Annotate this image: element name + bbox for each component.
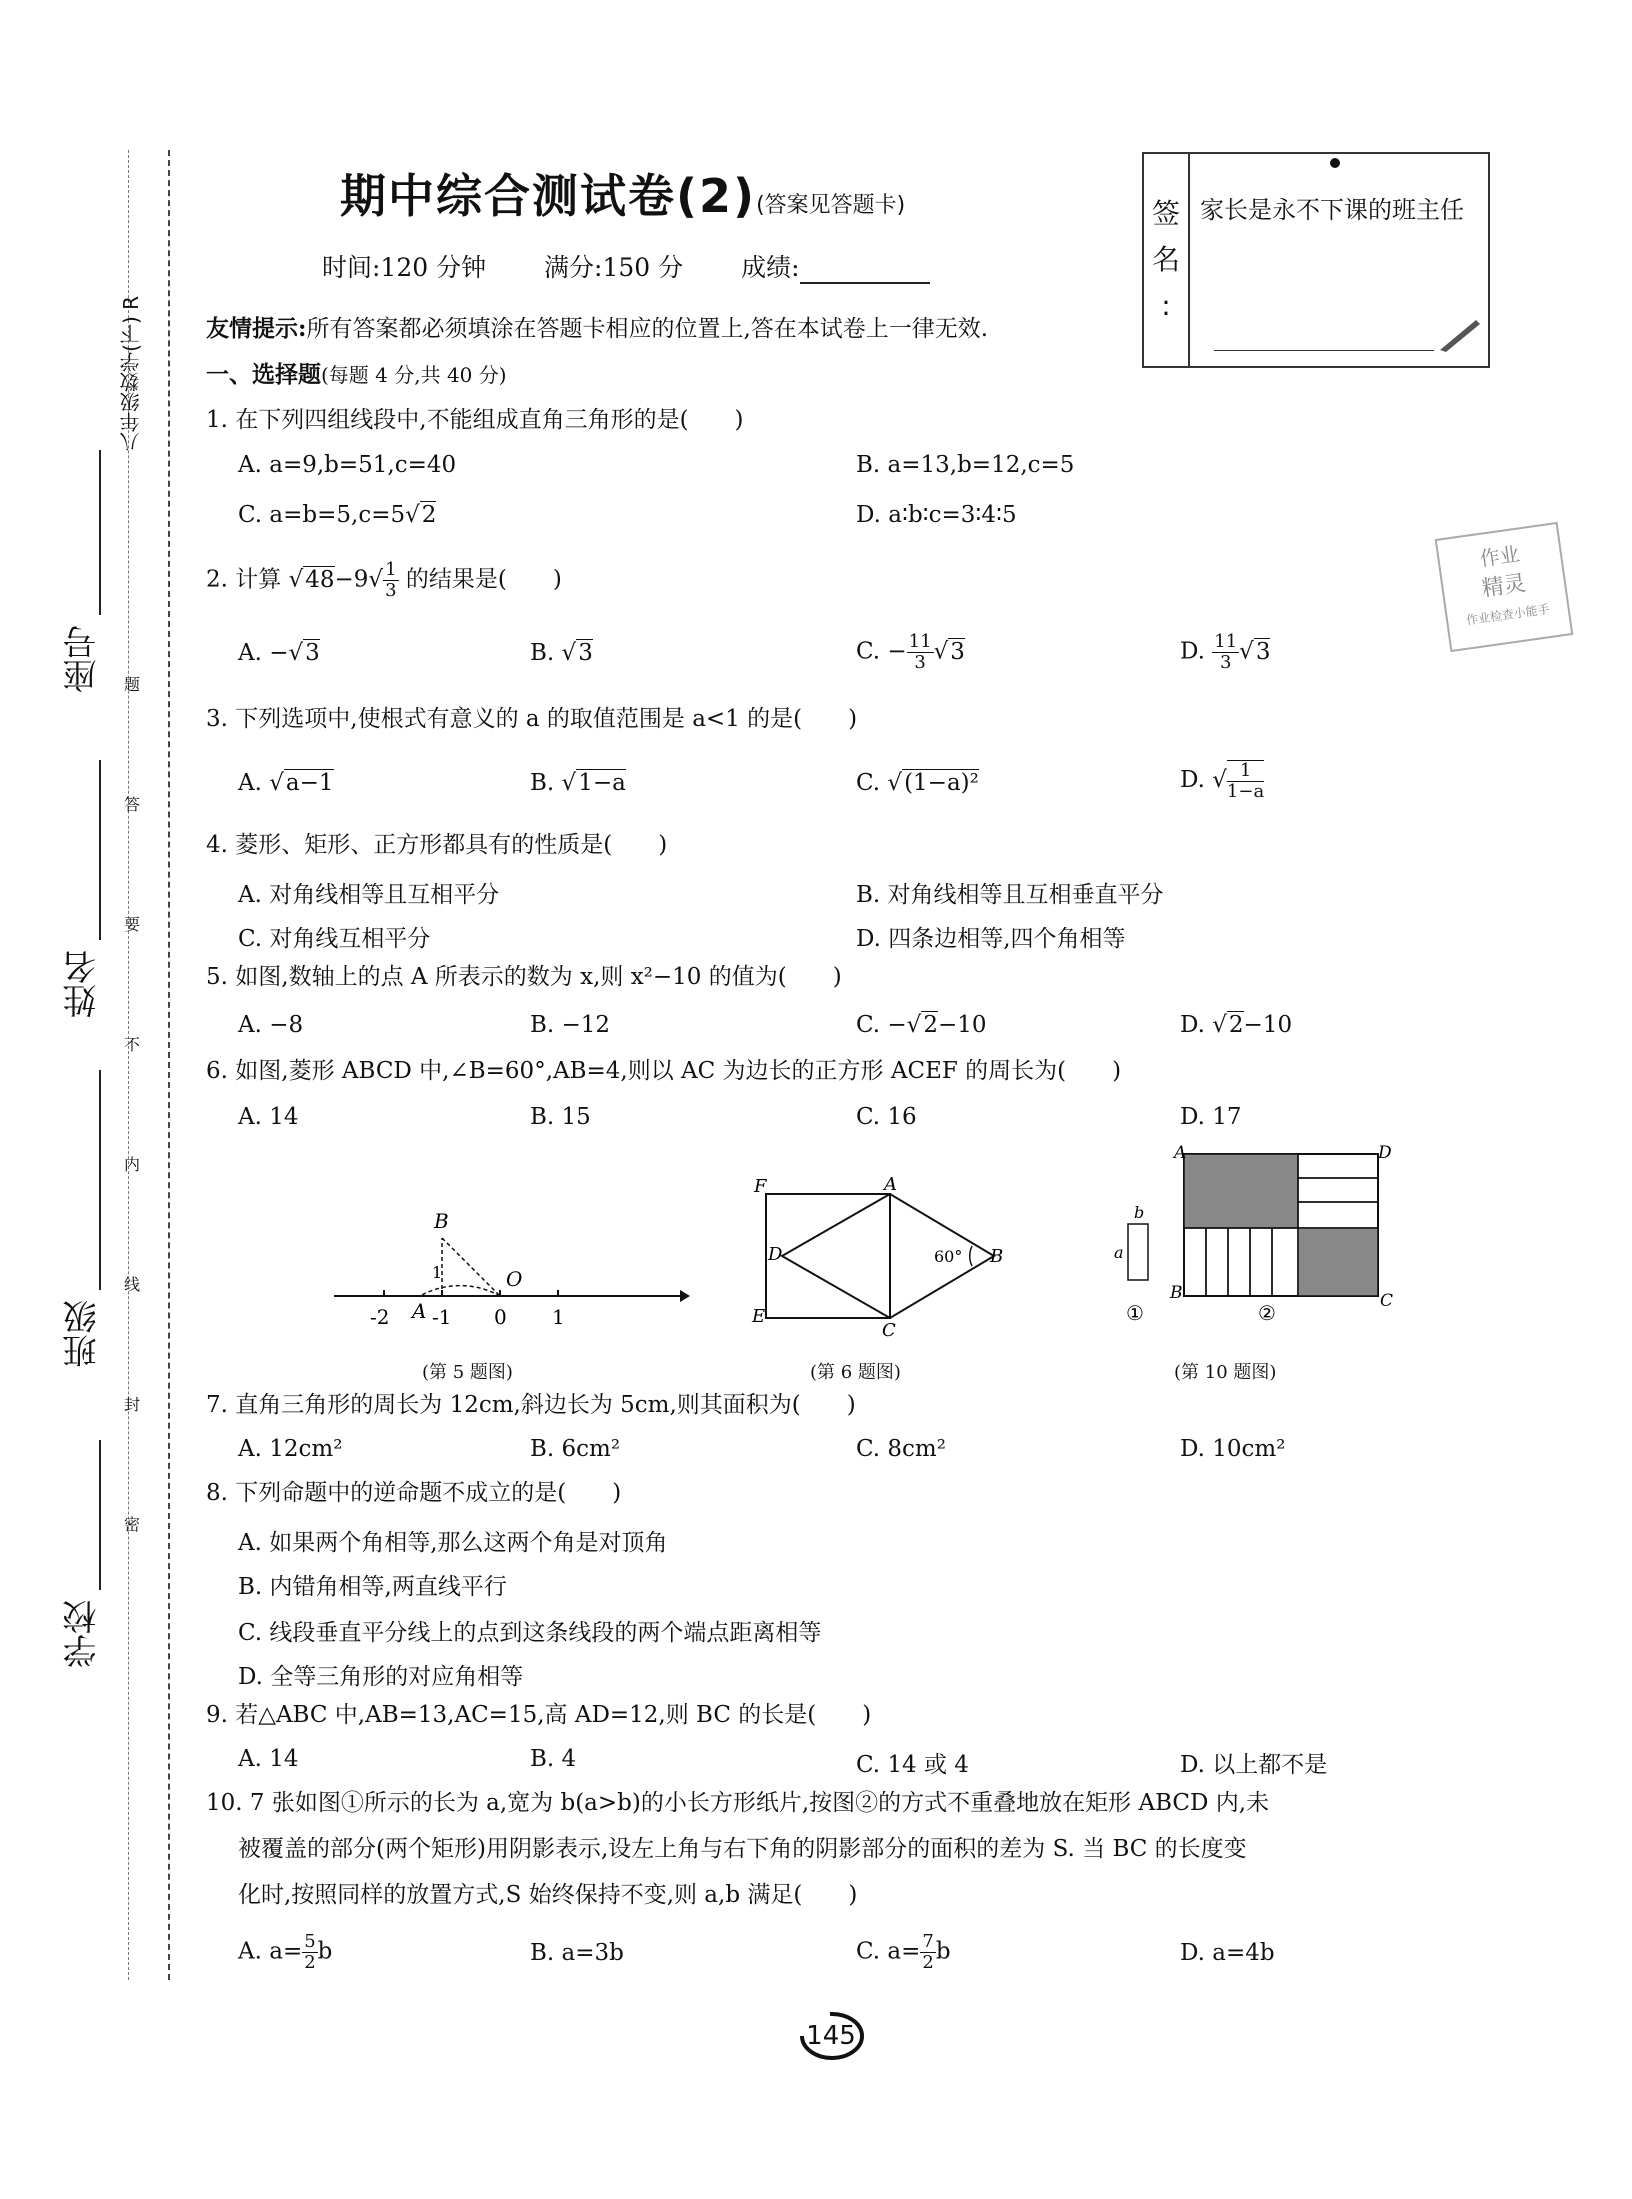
figure-10-rectangles	[1110, 1140, 1394, 1340]
seal-char: 封	[124, 1395, 141, 1414]
fig6-label: B	[990, 1246, 1004, 1267]
sign-label: 签 名 :	[1144, 154, 1190, 366]
q10-stem-line1: 10. 7 张如图①所示的长为 a,宽为 b(a>b)的小长方形纸片,按图②的方式不重叠地放在矩形 ABCD 内,未	[206, 1790, 1270, 1816]
fig5-label: -2	[370, 1305, 390, 1329]
q5-option-b: B. −12	[530, 1012, 611, 1038]
fig5-label: -1	[432, 1305, 452, 1329]
fig10-label: a	[1114, 1243, 1124, 1262]
book-label: 八年级数学(下) R	[119, 296, 143, 452]
q4-option-b: B. 对角线相等且互相垂直平分	[856, 882, 1164, 908]
pen-icon	[1438, 314, 1482, 354]
sign-box-text: 家长是永不下课的班主任	[1200, 196, 1464, 224]
q10-stem-line2: 被覆盖的部分(两个矩形)用阴影表示,设左上角与右下角的阴影部分的面积的差为 S. 当 BC 的长度变	[238, 1836, 1247, 1862]
seal-char: 答	[124, 795, 141, 814]
time-info: 时间:120 分钟	[322, 253, 487, 282]
q3-option-a: A. √a−1	[238, 770, 334, 796]
q3-stem: 3. 下列选项中,使根式有意义的 a 的取值范围是 a<1 的是( )	[206, 706, 858, 732]
q4-stem: 4. 菱形、矩形、正方形都具有的性质是( )	[206, 832, 668, 858]
q9-option-c: C. 14 或 4	[856, 1752, 969, 1778]
q9-option-b: B. 4	[530, 1746, 577, 1772]
seal-char: 不	[124, 1035, 141, 1054]
q2-option-d: D. $\frac{11}{3}$ √3	[1180, 631, 1271, 673]
figure-6-rhombus	[746, 1170, 1006, 1340]
fig10-label: ②	[1258, 1301, 1276, 1325]
q5-option-d: D. √2−10	[1180, 1012, 1293, 1038]
q10-option-b: B. a=3b	[530, 1940, 624, 1966]
q4-option-a: A. 对角线相等且互相平分	[238, 882, 500, 908]
q10-option-a: A. a= $\frac{5}{2}$ b	[238, 1931, 333, 1973]
q8-stem: 8. 下列命题中的逆命题不成立的是( )	[206, 1480, 622, 1506]
fig6-caption: (第 6 题图)	[810, 1362, 901, 1383]
fig10-label: D	[1378, 1143, 1392, 1163]
q4-option-d: D. 四条边相等,四个角相等	[856, 926, 1126, 952]
q8-option-d: D. 全等三角形的对应角相等	[238, 1664, 524, 1690]
q2-stem: 2. 计算 √48−9√ $\frac{1}{3}$ 的结果是( )	[206, 559, 562, 601]
fig6-label: D	[768, 1244, 783, 1265]
q3-option-c: C. √(1−a)²	[856, 770, 979, 796]
q8-option-a: A. 如果两个角相等,那么这两个角是对顶角	[238, 1530, 668, 1556]
class-blank	[99, 1070, 101, 1290]
q5-option-c: C. −√2−10	[856, 1012, 987, 1038]
school-blank	[99, 1440, 101, 1590]
fig6-label: F	[754, 1176, 767, 1197]
fig5-label: 0	[494, 1305, 507, 1329]
seal-char: 要	[124, 915, 141, 934]
q6-option-d: D. 17	[1180, 1104, 1242, 1130]
q10-option-c: C. a= $\frac{7}{2}$ b	[856, 1931, 951, 1973]
q2-option-c: C. − $\frac{11}{3}$ √3	[856, 631, 965, 673]
q10-stem-line3: 化时,按照同样的放置方式,S 始终保持不变,则 a,b 满足( )	[238, 1882, 858, 1908]
seal-char: 密	[124, 1515, 141, 1534]
page-title: 期中综合测试卷(2)(答案见答题卡)	[340, 169, 906, 223]
q10-option-d: D. a=4b	[1180, 1940, 1275, 1966]
pin-icon	[1330, 158, 1340, 168]
name-label: 姓名	[63, 950, 103, 1018]
fig10-caption: (第 10 题图)	[1174, 1362, 1277, 1383]
seat-blank	[99, 450, 101, 615]
section-title: 一、选择题(每题 4 分,共 40 分)	[206, 361, 507, 388]
page-number	[790, 2010, 872, 2062]
q1-stem: 1. 在下列四组线段中,不能组成直角三角形的是( )	[206, 407, 744, 433]
fig6-label: 60°	[934, 1247, 963, 1266]
exam-info	[322, 248, 980, 284]
full-score-info: 满分:150 分	[544, 253, 684, 282]
seal-char: 内	[124, 1155, 141, 1174]
seal-char: 线	[124, 1275, 141, 1294]
q9-option-a: A. 14	[238, 1746, 299, 1772]
q3-option-d: D. √ $\frac{1}{1-a}$	[1180, 760, 1265, 802]
fig10-label: b	[1134, 1203, 1145, 1222]
fig6-label: C	[882, 1320, 896, 1341]
seat-label: 座号	[63, 625, 103, 693]
q6-stem: 6. 如图,菱形 ABCD 中,∠B=60°,AB=4,则以 AC 为边长的正方形 ACEF 的周长为( )	[206, 1058, 1122, 1084]
fig5-label: 1	[432, 1263, 443, 1282]
score-label: 成绩:	[741, 253, 800, 282]
name-blank	[99, 760, 101, 940]
q8-option-b: B. 内错角相等,两直线平行	[238, 1574, 507, 1600]
stamp-line1: 作业	[1478, 541, 1522, 571]
fig5-label: 1	[552, 1305, 565, 1329]
q9-stem: 9. 若△ABC 中,AB=13,AC=15,高 AD=12,则 BC 的长是( )	[206, 1702, 872, 1728]
q7-option-b: B. 6cm²	[530, 1436, 621, 1462]
q7-stem: 7. 直角三角形的周长为 12cm,斜边长为 5cm,则其面积为( )	[206, 1392, 856, 1418]
fig5-label: O	[506, 1267, 523, 1291]
q5-stem: 5. 如图,数轴上的点 A 所表示的数为 x,则 x²−10 的值为( )	[206, 964, 842, 990]
fig5-caption: (第 5 题图)	[422, 1362, 513, 1383]
q6-option-a: A. 14	[238, 1104, 299, 1130]
q5-option-a: A. −8	[238, 1012, 304, 1038]
q9-option-d: D. 以上都不是	[1180, 1752, 1328, 1778]
q1-option-d: D. a∶b∶c=3∶4∶5	[856, 502, 1017, 528]
stamp	[1435, 522, 1574, 652]
q6-option-c: C. 16	[856, 1104, 917, 1130]
stamp-line3: 作业检查小能手	[1465, 601, 1551, 628]
q3-option-b: B. √1−a	[530, 770, 626, 796]
fig6-label: E	[752, 1306, 766, 1327]
figure-5-number-line	[330, 1200, 690, 1350]
page-number-text: 145	[806, 2021, 856, 2051]
parent-sign-box	[1142, 152, 1490, 368]
school-label: 学校	[63, 1600, 103, 1668]
q7-option-d: D. 10cm²	[1180, 1436, 1286, 1462]
q4-option-c: C. 对角线互相平分	[238, 926, 431, 952]
q6-option-b: B. 15	[530, 1104, 591, 1130]
signature-line	[1214, 350, 1434, 351]
fig5-label: B	[434, 1209, 449, 1233]
q1-option-c: C. a=b=5,c=5√2	[238, 502, 437, 528]
fig10-label: ①	[1126, 1301, 1144, 1325]
q7-option-a: A. 12cm²	[238, 1436, 343, 1462]
tip: 友情提示:所有答案都必须填涂在答题卡相应的位置上,答在本试卷上一律无效.	[206, 315, 989, 342]
stamp-line2: 精灵	[1480, 571, 1528, 602]
q2-option-b: B. √3	[530, 640, 593, 666]
fig10-label: C	[1380, 1291, 1394, 1311]
q1-option-a: A. a=9,b=51,c=40	[238, 452, 457, 478]
fig10-label: B	[1170, 1283, 1183, 1303]
class-label: 班级	[63, 1300, 103, 1368]
fig5-label: A	[412, 1299, 427, 1323]
q2-option-a: A. −√3	[238, 640, 320, 666]
fig10-label: A	[1174, 1143, 1187, 1163]
q1-option-b: B. a=13,b=12,c=5	[856, 452, 1075, 478]
binding-dashed-line	[168, 150, 170, 1980]
q7-option-c: C. 8cm²	[856, 1436, 946, 1462]
score-blank	[800, 258, 930, 284]
q8-option-c: C. 线段垂直平分线上的点到这条线段的两个端点距离相等	[238, 1620, 822, 1646]
seal-char: 题	[124, 675, 141, 694]
fig6-label: A	[884, 1174, 897, 1195]
